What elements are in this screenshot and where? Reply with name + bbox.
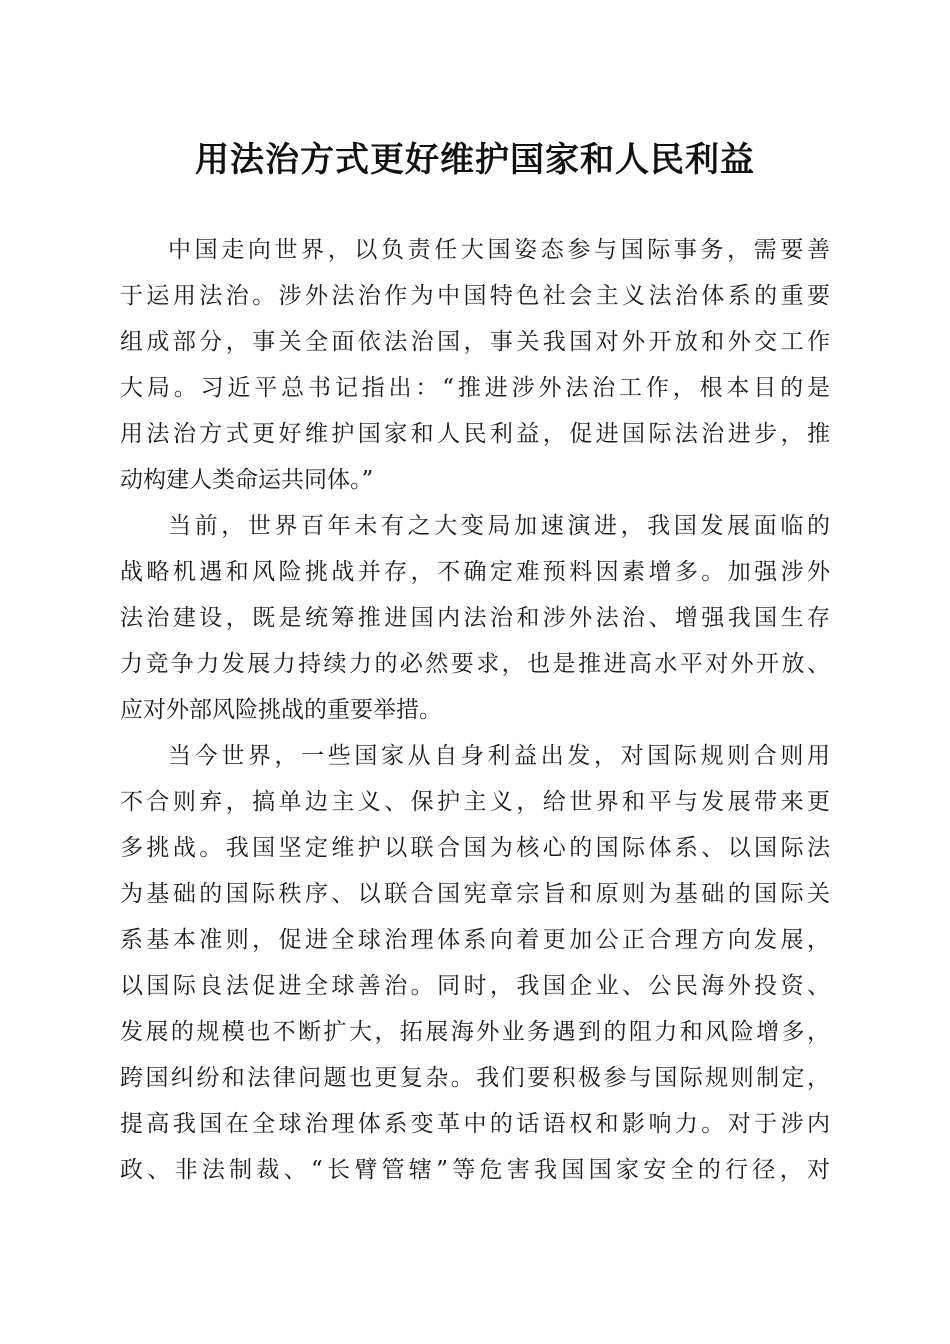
- paragraph-3-line-9: 提高我国在全球治理体系变革中的话语权和影响力。对于涉内: [120, 1111, 830, 1137]
- document-title: 用法治方式更好维护国家和人民利益: [195, 140, 755, 180]
- paragraph-2-line-2: 战略机遇和风险挑战并存，不确定难预料因素增多。加强涉外: [120, 559, 830, 585]
- paragraph-1-line-3: 组成部分，事关全面依法治国，事关我国对外开放和外交工作: [120, 329, 830, 355]
- paragraph-3-line-4: 为基础的国际秩序、以联合国宪章宗旨和原则为基础的国际关: [120, 881, 830, 907]
- paragraph-3-line-8: 跨国纠纷和法律问题也更复杂。我们要积极参与国际规则制定，: [120, 1065, 830, 1091]
- paragraph-1-line-4: 大局。习近平总书记指出：“推进涉外法治工作，根本目的是: [120, 375, 830, 401]
- paragraph-3-line-10: 政、非法制裁、“长臂管辖”等危害我国国家安全的行径，对: [120, 1157, 830, 1183]
- paragraph-3-line-3: 多挑战。我国坚定维护以联合国为核心的国际体系、以国际法: [120, 835, 830, 861]
- paragraph-1-line-2: 于运用法治。涉外法治作为中国特色社会主义法治体系的重要: [120, 283, 830, 309]
- paragraph-1-line-1: 中国走向世界，以负责任大国姿态参与国际事务，需要善: [168, 237, 830, 263]
- paragraph-3-line-2: 不合则弃，搞单边主义、保护主义，给世界和平与发展带来更: [120, 789, 830, 815]
- paragraph-2-line-5: 应对外部风险挑战的重要举措。: [120, 697, 442, 723]
- paragraph-1-line-5: 用法治方式更好维护国家和人民利益，促进国际法治进步，推: [120, 421, 830, 447]
- paragraph-3-line-6: 以国际良法促进全球善治。同时，我国企业、公民海外投资、: [120, 973, 830, 999]
- paragraph-3-line-7: 发展的规模也不断扩大，拓展海外业务遇到的阻力和风险增多，: [120, 1019, 830, 1045]
- paragraph-2-line-1: 当前，世界百年未有之大变局加速演进，我国发展面临的: [168, 513, 830, 539]
- paragraph-2-line-4: 力竞争力发展力持续力的必然要求，也是推进高水平对外开放、: [120, 651, 830, 677]
- paragraph-2-line-3: 法治建设，既是统筹推进国内法治和涉外法治、增强我国生存: [120, 605, 830, 631]
- paragraph-3-line-1: 当今世界，一些国家从自身利益出发，对国际规则合则用: [168, 743, 830, 769]
- paragraph-3-line-5: 系基本准则，促进全球治理体系向着更加公正合理方向发展，: [120, 927, 830, 953]
- paragraph-1-line-6: 动构建人类命运共同体。”: [120, 467, 374, 493]
